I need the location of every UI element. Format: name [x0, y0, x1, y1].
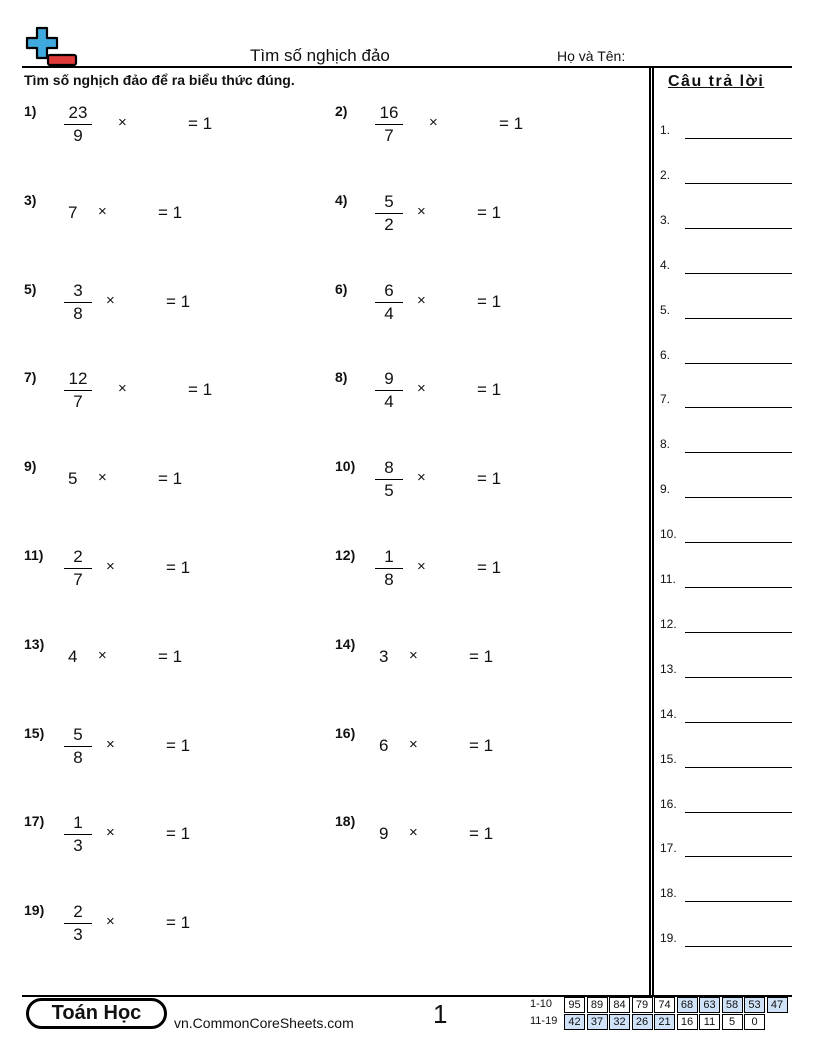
answer-number: 13.	[660, 661, 677, 676]
problem-number: 14)	[335, 635, 356, 652]
expression	[379, 725, 619, 777]
whole-number: 9	[379, 824, 389, 844]
fraction-bar	[64, 390, 92, 391]
problem	[24, 103, 314, 163]
problem	[24, 281, 314, 341]
problem	[24, 725, 314, 785]
equals-one: = 1	[188, 380, 213, 400]
answer-number: 4.	[660, 257, 671, 272]
answer-blank[interactable]	[685, 856, 792, 857]
header-rule	[22, 66, 792, 68]
times-sign: ×	[417, 202, 426, 220]
equals-one: = 1	[469, 646, 494, 666]
equals-one: = 1	[188, 114, 213, 133]
answer-number: 19.	[660, 931, 677, 946]
score-cell: 53	[744, 997, 765, 1013]
numerator: 12	[68, 369, 88, 389]
answer-row	[660, 348, 792, 364]
whole-number: 7	[68, 202, 78, 222]
score-cell: 95	[564, 997, 585, 1013]
problem-number: 1)	[24, 103, 37, 119]
problem	[335, 547, 625, 607]
expression	[68, 458, 308, 510]
expression	[379, 813, 619, 865]
answer-number: 12.	[660, 616, 677, 631]
answer-number: 15.	[660, 751, 677, 766]
problem-number: 10)	[335, 458, 356, 475]
expression	[379, 547, 619, 599]
fraction	[373, 103, 405, 146]
fraction	[62, 547, 94, 590]
page-number: 1	[433, 999, 448, 1029]
answer-row	[660, 617, 792, 633]
answer-row	[660, 123, 792, 139]
problem-number: 19)	[24, 902, 45, 919]
score-cell: 68	[677, 997, 698, 1013]
score-cell: 84	[609, 997, 630, 1013]
problem	[24, 636, 314, 696]
problem-number: 12)	[335, 547, 356, 563]
score-cell: 58	[722, 997, 743, 1013]
score-cell: 42	[564, 1014, 585, 1030]
fraction	[62, 281, 94, 324]
fraction-bar	[64, 746, 92, 747]
score-range-label: 1-10	[530, 998, 553, 1010]
answer-number: 7.	[660, 392, 671, 407]
problem-number: 13)	[24, 635, 45, 652]
answer-number: 3.	[660, 212, 671, 227]
answer-row	[660, 797, 792, 813]
answer-blank[interactable]	[685, 318, 792, 319]
expression	[68, 636, 308, 688]
problem-number: 16)	[335, 724, 356, 741]
problem-number: 8)	[335, 369, 348, 386]
problem	[335, 369, 625, 429]
equals-one: = 1	[477, 558, 502, 577]
whole-number: 5	[68, 469, 78, 489]
answer-blank[interactable]	[685, 138, 792, 139]
answer-panel-title: Câu trả lời	[668, 73, 765, 90]
fraction-bar	[375, 479, 403, 480]
problem	[24, 813, 314, 873]
answer-blank[interactable]	[685, 677, 792, 678]
fraction	[62, 103, 94, 146]
problem	[335, 813, 625, 873]
times-sign: ×	[417, 558, 426, 575]
denominator: 4	[384, 303, 394, 323]
expression	[68, 902, 308, 954]
problem-number: 18)	[335, 813, 356, 830]
fraction	[62, 813, 94, 856]
denominator: 7	[73, 570, 83, 589]
times-sign: ×	[106, 291, 115, 309]
fraction	[373, 458, 405, 501]
times-sign: ×	[417, 469, 426, 487]
score-row	[530, 997, 794, 1013]
problem-number: 5)	[24, 280, 37, 297]
fraction	[62, 369, 94, 412]
problem-number: 6)	[335, 280, 348, 297]
expression	[379, 192, 619, 244]
expression	[379, 369, 619, 421]
answer-row	[660, 752, 792, 768]
problem-number: 7)	[24, 369, 37, 386]
score-range-label: 11-19	[530, 1015, 558, 1027]
problem-number: 9)	[24, 458, 37, 475]
fraction-bar	[375, 213, 403, 214]
problem-number: 17)	[24, 813, 45, 830]
equals-one: = 1	[158, 469, 183, 489]
times-sign: ×	[98, 646, 107, 664]
times-sign: ×	[118, 114, 127, 131]
score-cell: 89	[587, 997, 608, 1013]
answer-number: 6.	[660, 347, 671, 362]
problem	[24, 192, 314, 252]
times-sign: ×	[98, 202, 107, 220]
answer-row	[660, 662, 792, 678]
times-sign: ×	[118, 380, 127, 398]
expression	[379, 458, 619, 510]
answer-blank[interactable]	[685, 542, 792, 543]
answer-blank[interactable]	[685, 946, 792, 947]
fraction-bar	[64, 834, 92, 835]
answer-blank[interactable]	[685, 407, 792, 408]
problem	[335, 103, 625, 163]
numerator: 8	[384, 458, 394, 478]
numerator: 1	[384, 547, 394, 566]
problem	[335, 636, 625, 696]
score-cell: 79	[632, 997, 653, 1013]
expression	[379, 636, 619, 688]
fraction-bar	[375, 568, 403, 569]
fraction	[373, 281, 405, 324]
times-sign: ×	[429, 114, 438, 131]
times-sign: ×	[409, 735, 418, 753]
problem	[335, 725, 625, 785]
answer-blank[interactable]	[685, 812, 792, 813]
denominator: 7	[384, 126, 394, 145]
numerator: 5	[73, 724, 83, 744]
worksheet-title: Tìm số nghịch đảo	[250, 46, 390, 65]
answer-row	[660, 437, 792, 453]
score-cell: 0	[744, 1014, 765, 1030]
numerator: 6	[384, 280, 394, 300]
expression	[68, 813, 308, 865]
answer-blank[interactable]	[685, 632, 792, 633]
column-divider	[649, 67, 654, 996]
times-sign: ×	[417, 291, 426, 309]
equals-one: = 1	[477, 469, 502, 489]
problem-number: 11)	[24, 547, 44, 563]
score-cell: 26	[632, 1014, 653, 1030]
score-cell: 21	[654, 1014, 675, 1030]
answer-blank[interactable]	[685, 767, 792, 768]
score-cell: 74	[654, 997, 675, 1013]
answer-number: 11.	[660, 572, 676, 586]
answer-row	[660, 303, 792, 319]
whole-number: 3	[379, 646, 389, 666]
denominator: 4	[384, 392, 394, 412]
answer-number: 14.	[660, 706, 677, 721]
answer-number: 1.	[660, 123, 671, 137]
numerator: 5	[384, 191, 394, 211]
expression	[68, 103, 308, 155]
equals-one: = 1	[166, 291, 191, 311]
expression	[68, 725, 308, 777]
denominator: 8	[384, 570, 394, 589]
problem	[335, 192, 625, 252]
expression	[68, 547, 308, 599]
score-cell: 47	[767, 997, 788, 1013]
answer-blank[interactable]	[685, 183, 792, 184]
answer-row	[660, 527, 792, 543]
answer-number: 10.	[660, 527, 677, 542]
answer-blank[interactable]	[685, 273, 792, 274]
score-cell: 11	[699, 1014, 720, 1030]
numerator: 23	[68, 103, 88, 122]
expression	[379, 103, 619, 155]
numerator: 16	[379, 103, 399, 122]
problem	[335, 458, 625, 518]
denominator: 8	[73, 303, 83, 323]
answer-row	[660, 841, 792, 857]
numerator: 3	[73, 280, 83, 300]
problem	[335, 281, 625, 341]
fraction	[62, 902, 94, 945]
denominator: 9	[73, 126, 83, 145]
answer-number: 16.	[660, 796, 677, 811]
denominator: 3	[73, 925, 83, 945]
fraction	[373, 192, 405, 235]
score-cell: 63	[699, 997, 720, 1013]
denominator: 2	[384, 214, 394, 234]
times-sign: ×	[106, 913, 115, 931]
name-label: Họ và Tên:	[557, 48, 626, 64]
equals-one: = 1	[166, 558, 191, 577]
equals-one: = 1	[499, 114, 524, 133]
expression	[68, 192, 308, 244]
denominator: 3	[73, 836, 83, 856]
score-cell: 37	[587, 1014, 608, 1030]
equals-one: = 1	[166, 824, 191, 844]
numerator: 2	[73, 547, 83, 566]
answer-row	[660, 392, 792, 408]
score-row	[530, 1014, 794, 1030]
fraction	[62, 725, 94, 768]
whole-number: 4	[68, 646, 78, 666]
problem	[24, 902, 314, 962]
score-cell: 32	[609, 1014, 630, 1030]
problem-number: 15)	[24, 724, 45, 741]
answer-row	[660, 707, 792, 723]
fraction-bar	[375, 124, 403, 125]
equals-one: = 1	[469, 824, 494, 844]
plus-minus-icon	[24, 26, 80, 68]
fraction	[373, 547, 405, 590]
times-sign: ×	[106, 735, 115, 753]
answer-number: 9.	[660, 482, 671, 497]
times-sign: ×	[409, 824, 418, 842]
answer-row	[660, 213, 792, 229]
fraction-bar	[64, 923, 92, 924]
answer-blank[interactable]	[685, 901, 792, 902]
instructions: Tìm số nghịch đảo để ra biểu thức đúng.	[24, 72, 295, 88]
answer-row	[660, 258, 792, 274]
site-url: vn.CommonCoreSheets.com	[174, 1015, 354, 1031]
answer-number: 17.	[660, 841, 677, 856]
times-sign: ×	[106, 558, 115, 575]
equals-one: = 1	[158, 202, 183, 222]
equals-one: = 1	[166, 913, 191, 933]
score-cell: 16	[677, 1014, 698, 1030]
equals-one: = 1	[166, 735, 191, 755]
answer-blank[interactable]	[685, 587, 792, 588]
times-sign: ×	[98, 469, 107, 487]
fraction-bar	[64, 568, 92, 569]
answer-number: 2.	[660, 167, 671, 182]
problem-number: 2)	[335, 103, 348, 119]
expression	[68, 281, 308, 333]
answer-row	[660, 886, 792, 902]
equals-one: = 1	[477, 291, 502, 311]
answer-blank[interactable]	[685, 452, 792, 453]
fraction-bar	[375, 302, 403, 303]
numerator: 9	[384, 369, 394, 389]
problem-number: 4)	[335, 191, 348, 208]
answer-number: 5.	[660, 302, 671, 317]
problem	[24, 369, 314, 429]
equals-one: = 1	[477, 380, 502, 400]
numerator: 1	[73, 813, 83, 833]
answer-number: 18.	[660, 886, 677, 901]
answer-blank[interactable]	[685, 497, 792, 498]
answer-row	[660, 931, 792, 947]
expression	[379, 281, 619, 333]
denominator: 7	[73, 392, 83, 412]
denominator: 5	[384, 481, 394, 501]
answer-blank[interactable]	[685, 363, 792, 364]
times-sign: ×	[409, 646, 418, 664]
answer-blank[interactable]	[685, 722, 792, 723]
whole-number: 6	[379, 735, 389, 755]
fraction-bar	[375, 390, 403, 391]
times-sign: ×	[417, 380, 426, 398]
score-cell: 5	[722, 1014, 743, 1030]
equals-one: = 1	[158, 646, 183, 666]
equals-one: = 1	[469, 735, 494, 755]
problem	[24, 458, 314, 518]
fraction-bar	[64, 124, 92, 125]
fraction	[373, 369, 405, 412]
times-sign: ×	[106, 824, 115, 842]
answer-number: 8.	[660, 437, 671, 452]
fraction-bar	[64, 302, 92, 303]
numerator: 2	[73, 902, 83, 922]
expression	[68, 369, 308, 421]
denominator: 8	[73, 747, 83, 767]
equals-one: = 1	[477, 202, 502, 222]
problem-number: 3)	[24, 191, 37, 208]
problem	[24, 547, 314, 607]
answer-blank[interactable]	[685, 228, 792, 229]
answer-row	[660, 482, 792, 498]
answer-row	[660, 168, 792, 184]
brand-badge: Toán Học	[26, 998, 167, 1029]
answer-row	[660, 572, 792, 588]
